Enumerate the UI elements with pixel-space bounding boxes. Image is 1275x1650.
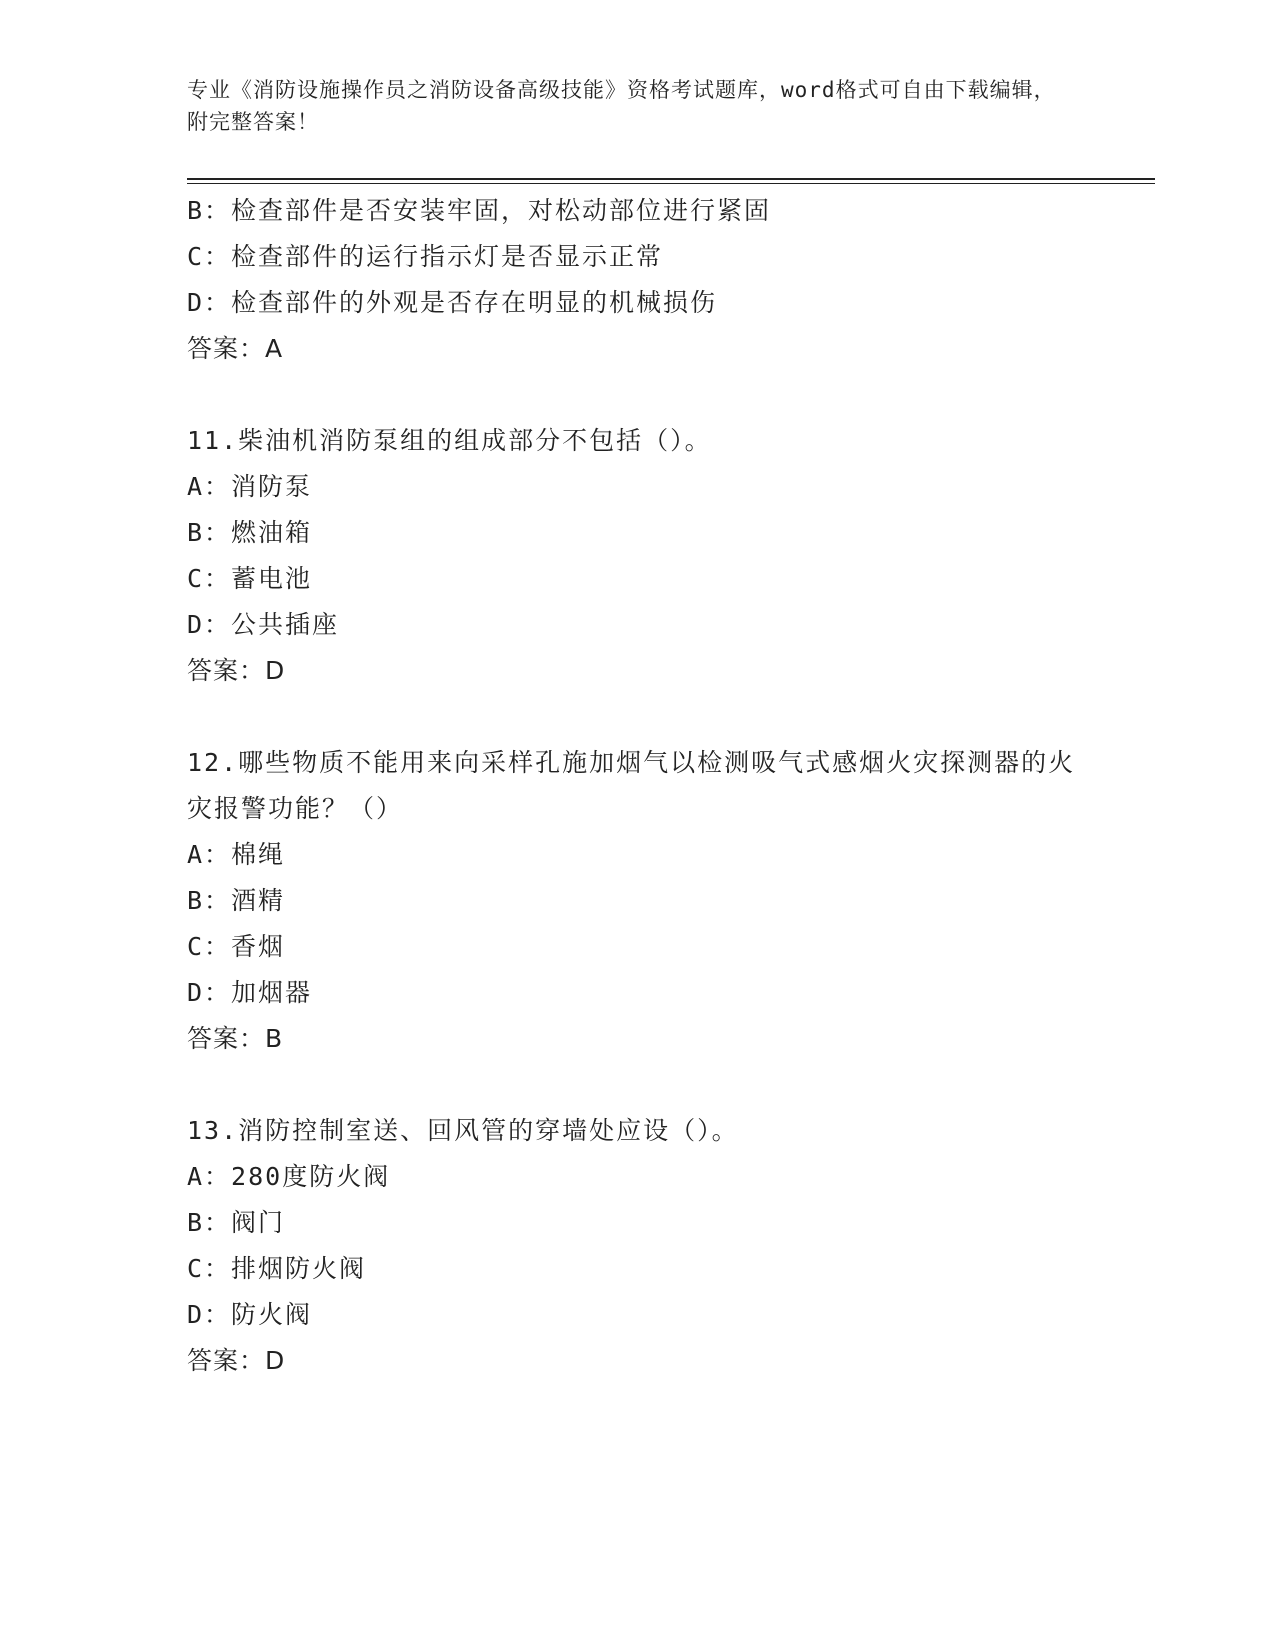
option-b: B：酒精 xyxy=(187,886,286,915)
option-a: A：消防泵 xyxy=(187,472,313,501)
option-a: A：棉绳 xyxy=(187,840,286,869)
header-divider-thick xyxy=(187,178,1155,180)
option-b: B：检查部件是否安装牢固，对松动部位进行紧固 xyxy=(187,196,772,225)
header-divider-thin xyxy=(187,183,1155,184)
question-list xyxy=(187,188,1087,1384)
option-d: D：检查部件的外观是否存在明显的机械损伤 xyxy=(187,288,718,317)
option-b: B：阀门 xyxy=(187,1208,286,1237)
answer-label: 答案：A xyxy=(187,334,284,363)
option-d: D：加烟器 xyxy=(187,978,313,1007)
option-d: D：防火阀 xyxy=(187,1300,313,1329)
question-text: 11.柴油机消防泵组的组成部分不包括（）。 xyxy=(187,426,712,455)
question-12 xyxy=(187,740,1087,1062)
question-text: 12.哪些物质不能用来向采样孔施加烟气以检测吸气式感烟火灾探测器的火灾报警功能？（） xyxy=(187,748,1076,823)
option-a: A：280度防火阀 xyxy=(187,1162,391,1191)
spacer xyxy=(187,372,1087,418)
question-11 xyxy=(187,418,1087,694)
answer-label: 答案：D xyxy=(187,1346,286,1375)
document-header: 专业《消防设施操作员之消防设备高级技能》资格考试题库，word格式可自由下载编辑，附完整答案！ xyxy=(187,78,1056,134)
option-c: C：检查部件的运行指示灯是否显示正常 xyxy=(187,242,664,271)
partial-question xyxy=(187,188,1087,372)
question-text: 13.消防控制室送、回风管的穿墙处应设（）。 xyxy=(187,1116,739,1145)
spacer xyxy=(187,1062,1087,1108)
option-d: D：公共插座 xyxy=(187,610,340,639)
option-c: C：香烟 xyxy=(187,932,286,961)
question-13 xyxy=(187,1108,1087,1384)
option-c: C：排烟防火阀 xyxy=(187,1254,367,1283)
option-b: B：燃油箱 xyxy=(187,518,313,547)
answer-label: 答案：D xyxy=(187,656,286,685)
answer-label: 答案：B xyxy=(187,1024,284,1053)
spacer xyxy=(187,694,1087,740)
option-c: C：蓄电池 xyxy=(187,564,313,593)
